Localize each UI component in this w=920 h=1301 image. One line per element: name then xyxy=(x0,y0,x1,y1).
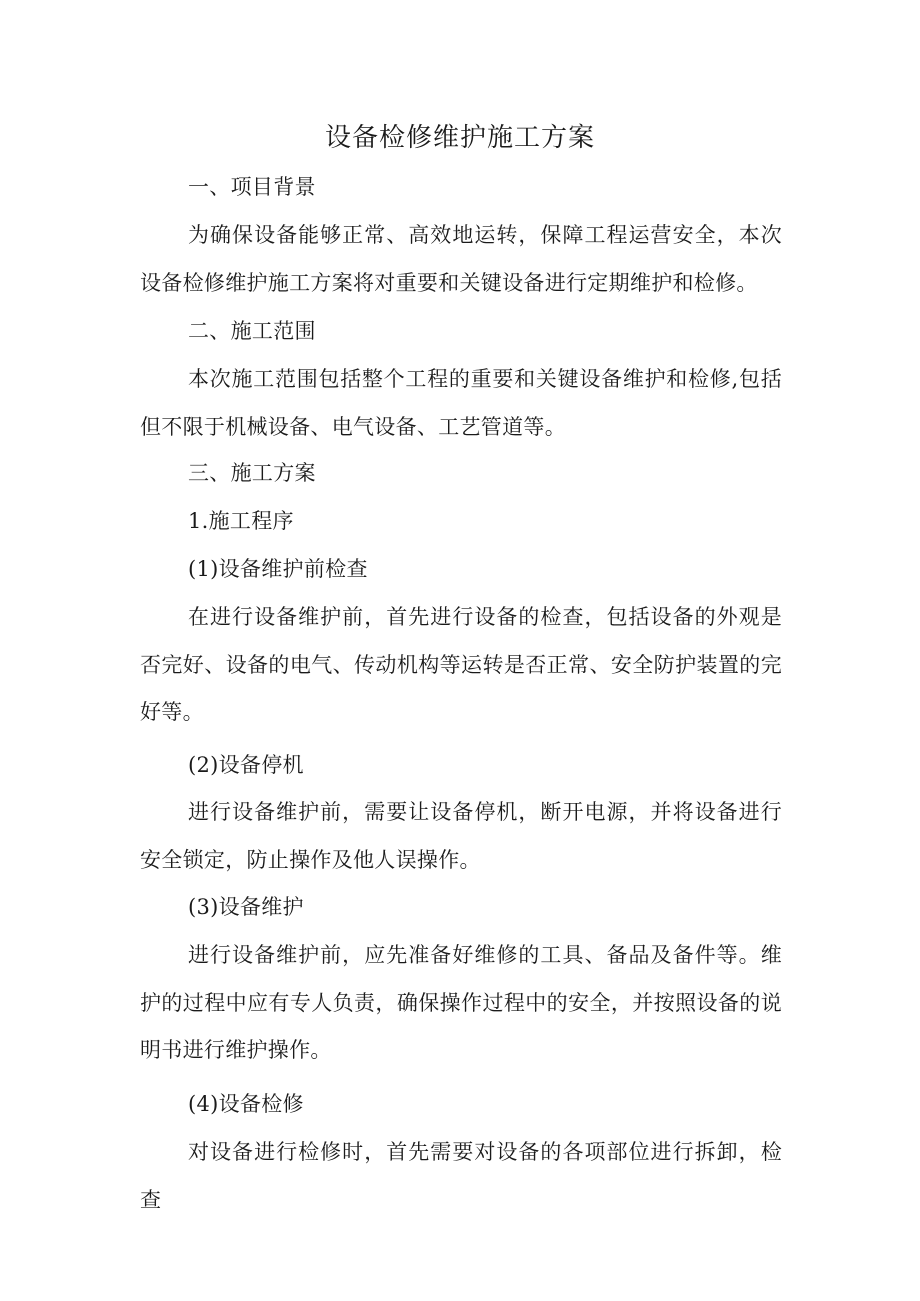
paragraph-shutdown: 进行设备维护前，需要让设备停机，断开电源，并将设备进行安全锁定，防止操作及他人误操作。 xyxy=(140,800,782,872)
paragraph-pre-check: 在进行设备维护前，首先进行设备的检查，包括设备的外观是否完好、设备的电气、传动机构等运转是否正常、安全防护装置的完好等。 xyxy=(140,605,782,724)
paragraph-maintenance: 进行设备维护前，应先准备好维修的工具、备品及备件等。维护的过程中应有专人负责，确保操作过程中的安全，并按照设备的说明书进行维护操作。 xyxy=(140,943,782,1062)
paragraph-overhaul: 对设备进行检修时，首先需要对设备的各项部位进行拆卸，检查 xyxy=(140,1140,782,1212)
paragraph-scope: 本次施工范围包括整个工程的重要和关键设备维护和检修,包括但不限于机械设备、电气设备、工艺管道等。 xyxy=(140,367,782,439)
step-heading-pre-check: (1)设备维护前检查 xyxy=(188,557,368,581)
document-title: 设备检修维护施工方案 xyxy=(324,123,595,153)
paragraph-background: 为确保设备能够正常、高效地运转，保障工程运营安全，本次设备检修维护施工方案将对重要和关键设备进行定期维护和检修。 xyxy=(140,223,782,295)
step-heading-shutdown: (2)设备停机 xyxy=(188,753,304,777)
subsection-heading-procedure: 1.施工程序 xyxy=(188,509,294,533)
section-heading-scope: 二、施工范围 xyxy=(188,319,316,343)
section-heading-plan: 三、施工方案 xyxy=(188,461,316,485)
step-heading-maintenance: (3)设备维护 xyxy=(188,895,304,919)
section-heading-background: 一、项目背景 xyxy=(188,175,316,199)
step-heading-overhaul: (4)设备检修 xyxy=(188,1092,304,1116)
